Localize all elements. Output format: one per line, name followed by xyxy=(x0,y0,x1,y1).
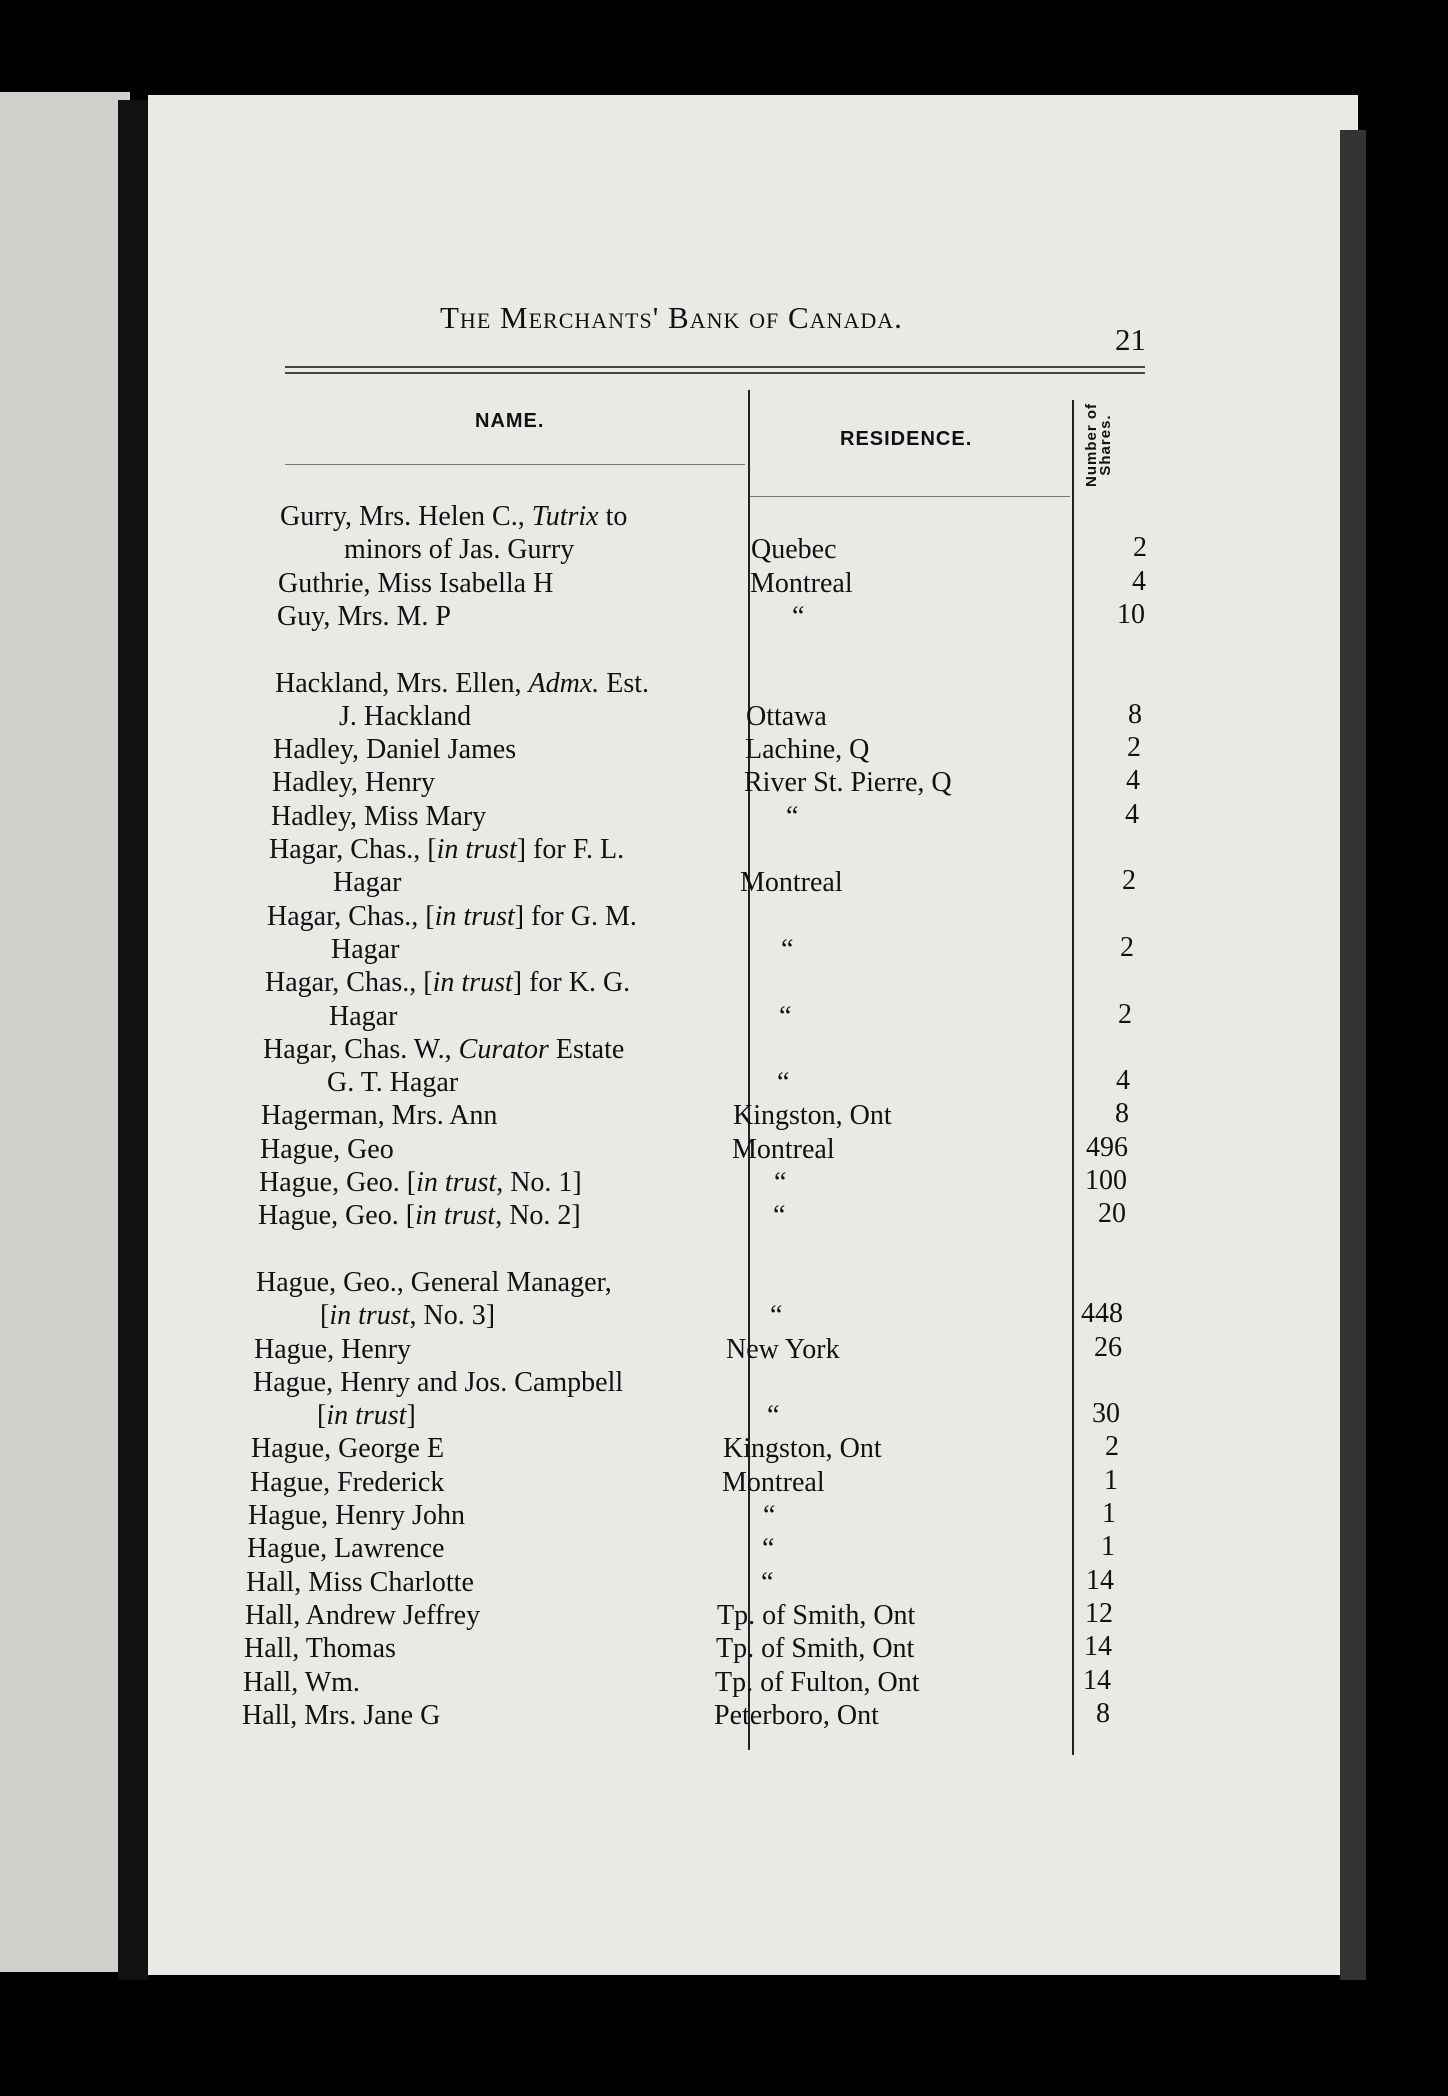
shareholder-name: Hadley, Daniel James xyxy=(273,734,517,766)
shares-value: 4 xyxy=(1116,1065,1130,1097)
shareholder-name: Hall, Mrs. Jane G xyxy=(242,1699,441,1731)
residence-value: “ xyxy=(774,1167,787,1198)
table-row xyxy=(0,1566,1448,1600)
table-row xyxy=(0,1199,1448,1233)
shares-value: 4 xyxy=(1126,765,1140,797)
residence-value: Lachine, Q xyxy=(745,734,870,766)
table-row xyxy=(0,1432,1448,1466)
column-header-residence: RESIDENCE. xyxy=(840,428,973,450)
table-row xyxy=(0,900,1448,934)
header-rule-double xyxy=(285,372,1145,374)
table-row xyxy=(0,1599,1448,1633)
residence-value: “ xyxy=(781,933,794,965)
shareholder-name: Hagar xyxy=(333,867,402,899)
residence-value: Montreal xyxy=(750,567,853,599)
shareholder-name: [in trust, No. 3] xyxy=(320,1300,496,1332)
residence-value: “ xyxy=(763,1500,776,1531)
table-row xyxy=(0,1532,1448,1566)
table-row xyxy=(0,667,1448,701)
table-row xyxy=(0,1366,1448,1400)
table-row xyxy=(0,800,1448,834)
shareholder-name: minors of Jas. Gurry xyxy=(344,534,575,566)
table-row xyxy=(0,1166,1448,1200)
shares-value: 14 xyxy=(1083,1664,1111,1696)
residence-value: Ottawa xyxy=(746,700,827,732)
shares-value: 30 xyxy=(1092,1398,1120,1430)
residence-value: “ xyxy=(792,600,805,632)
shareholder-name: Hall, Andrew Jeffrey xyxy=(245,1599,481,1631)
shareholder-name: J. Hackland xyxy=(339,700,472,732)
shares-value: 20 xyxy=(1098,1198,1126,1230)
shares-value: 1 xyxy=(1104,1464,1118,1496)
table-row xyxy=(0,700,1448,734)
running-title: The Merchants' Bank of Canada. xyxy=(440,300,903,335)
table-row xyxy=(0,633,1448,667)
table-row xyxy=(0,1699,1448,1733)
residence-value: River St. Pierre, Q xyxy=(744,767,952,799)
residence-value: Quebec xyxy=(751,534,837,566)
shareholder-name: Hague, Henry John xyxy=(248,1500,465,1531)
shares-value: 8 xyxy=(1128,698,1142,730)
header-rule xyxy=(285,366,1145,368)
shares-value: 8 xyxy=(1115,1098,1129,1130)
shareholder-name: Hagar, Chas., [in trust] for K. G. xyxy=(265,967,631,999)
shares-value: 2 xyxy=(1118,998,1132,1030)
shares-value: 26 xyxy=(1094,1331,1122,1363)
table-row xyxy=(0,1266,1448,1300)
table-row xyxy=(0,1466,1448,1500)
page-number: 21 xyxy=(1115,322,1146,357)
table-row xyxy=(0,1099,1448,1133)
shares-value: 100 xyxy=(1085,1165,1127,1196)
shareholder-name: Hague, Henry xyxy=(254,1333,412,1365)
residence-value: New York xyxy=(726,1333,840,1365)
table-row xyxy=(0,1033,1448,1067)
shareholder-name: Hadley, Henry xyxy=(272,767,436,799)
shares-value: 8 xyxy=(1096,1697,1110,1729)
residence-value: Montreal xyxy=(740,867,843,899)
shares-value: 496 xyxy=(1086,1131,1128,1163)
shareholder-name: Hall, Thomas xyxy=(244,1633,396,1665)
table-row xyxy=(0,1499,1448,1533)
table-row xyxy=(0,1666,1448,1700)
shareholder-name: Guy, Mrs. M. P xyxy=(277,600,451,632)
residence-value: Peterboro, Ont xyxy=(714,1699,879,1731)
table-row xyxy=(0,1632,1448,1666)
shareholder-name: G. T. Hagar xyxy=(327,1067,459,1099)
column-header-name: NAME. xyxy=(475,410,545,432)
column-header-shares: Number of Shares. xyxy=(1083,403,1114,487)
shares-value: 2 xyxy=(1133,532,1147,564)
residence-value: “ xyxy=(773,1200,786,1232)
residence-value: “ xyxy=(786,800,799,832)
shareholder-name: Hague, Frederick xyxy=(250,1466,445,1498)
table-row xyxy=(0,933,1448,967)
shareholder-name: Guthrie, Miss Isabella H xyxy=(278,567,554,599)
shareholder-name: Hall, Miss Charlotte xyxy=(246,1566,474,1598)
shareholder-name: Hagar, Chas. W., Curator Estate xyxy=(263,1033,625,1065)
residence-value: Tp. of Smith, Ont xyxy=(717,1599,916,1631)
shareholder-name: Hague, Geo. [in trust, No. 2] xyxy=(258,1200,581,1232)
table-row xyxy=(0,1233,1448,1267)
shares-value: 2 xyxy=(1105,1431,1119,1463)
table-row xyxy=(0,733,1448,767)
shares-value: 12 xyxy=(1085,1597,1113,1629)
shareholder-name: [in trust] xyxy=(317,1400,416,1432)
table-row xyxy=(0,500,1448,534)
shares-value: 448 xyxy=(1081,1298,1123,1330)
residence-value: “ xyxy=(761,1566,774,1598)
shareholder-name: Hague, Henry and Jos. Campbell xyxy=(253,1366,624,1398)
table-row xyxy=(0,567,1448,601)
shareholder-name: Hall, Wm. xyxy=(243,1666,360,1698)
table-row xyxy=(0,1133,1448,1167)
table-row xyxy=(0,766,1448,800)
residence-value: Tp. of Smith, Ont xyxy=(716,1633,915,1665)
residence-value: Kingston, Ont xyxy=(723,1433,882,1465)
shares-value: 1 xyxy=(1102,1498,1116,1529)
table-row xyxy=(0,1066,1448,1100)
shares-value: 4 xyxy=(1132,565,1146,597)
table-row xyxy=(0,866,1448,900)
shares-value: 14 xyxy=(1084,1631,1112,1663)
table-row xyxy=(0,1333,1448,1367)
shareholder-name: Gurry, Mrs. Helen C., Tutrix to xyxy=(280,501,628,532)
residence-value: “ xyxy=(762,1533,775,1565)
shareholder-name: Hackland, Mrs. Ellen, Admx. Est. xyxy=(275,667,650,699)
table-row xyxy=(0,966,1448,1000)
residence-value: Kingston, Ont xyxy=(733,1100,892,1132)
table-row xyxy=(0,600,1448,634)
shareholder-name: Hague, Geo., General Manager, xyxy=(256,1266,612,1298)
shareholder-name: Hagar xyxy=(329,1000,398,1032)
shares-value: 2 xyxy=(1120,931,1134,963)
shareholder-name: Hague, George E xyxy=(251,1433,445,1465)
residence-value: “ xyxy=(767,1400,780,1432)
shareholder-name: Hagar, Chas., [in trust] for F. L. xyxy=(269,834,625,865)
shares-value: 10 xyxy=(1117,598,1145,630)
shareholder-name: Hagar xyxy=(331,933,400,965)
shares-value: 4 xyxy=(1125,798,1139,830)
residence-value: “ xyxy=(770,1300,783,1332)
table-row xyxy=(0,833,1448,867)
name-header-underline xyxy=(285,464,745,465)
table-row xyxy=(0,1399,1448,1433)
residence-value: “ xyxy=(779,1000,792,1032)
table-row xyxy=(0,1299,1448,1333)
shareholder-name: Hague, Geo. [in trust, No. 1] xyxy=(259,1167,582,1198)
shareholder-name: Hague, Geo xyxy=(260,1133,394,1165)
shareholder-name: Hagar, Chas., [in trust] for G. M. xyxy=(267,900,637,932)
shares-value: 2 xyxy=(1127,732,1141,764)
residence-value: Tp. of Fulton, Ont xyxy=(715,1666,920,1698)
table-row xyxy=(0,1000,1448,1034)
shares-value: 1 xyxy=(1101,1531,1115,1563)
shares-value: 2 xyxy=(1122,865,1136,897)
shares-value: 14 xyxy=(1086,1564,1114,1596)
residence-value: Montreal xyxy=(732,1133,835,1165)
table-row xyxy=(0,533,1448,567)
residence-value: Montreal xyxy=(722,1466,825,1498)
shareholder-name: Hadley, Miss Mary xyxy=(271,800,487,832)
residence-value: “ xyxy=(777,1067,790,1099)
residence-header-underline xyxy=(750,496,1070,497)
shareholder-name: Hague, Lawrence xyxy=(247,1533,445,1565)
shareholder-name: Hagerman, Mrs. Ann xyxy=(261,1100,498,1132)
